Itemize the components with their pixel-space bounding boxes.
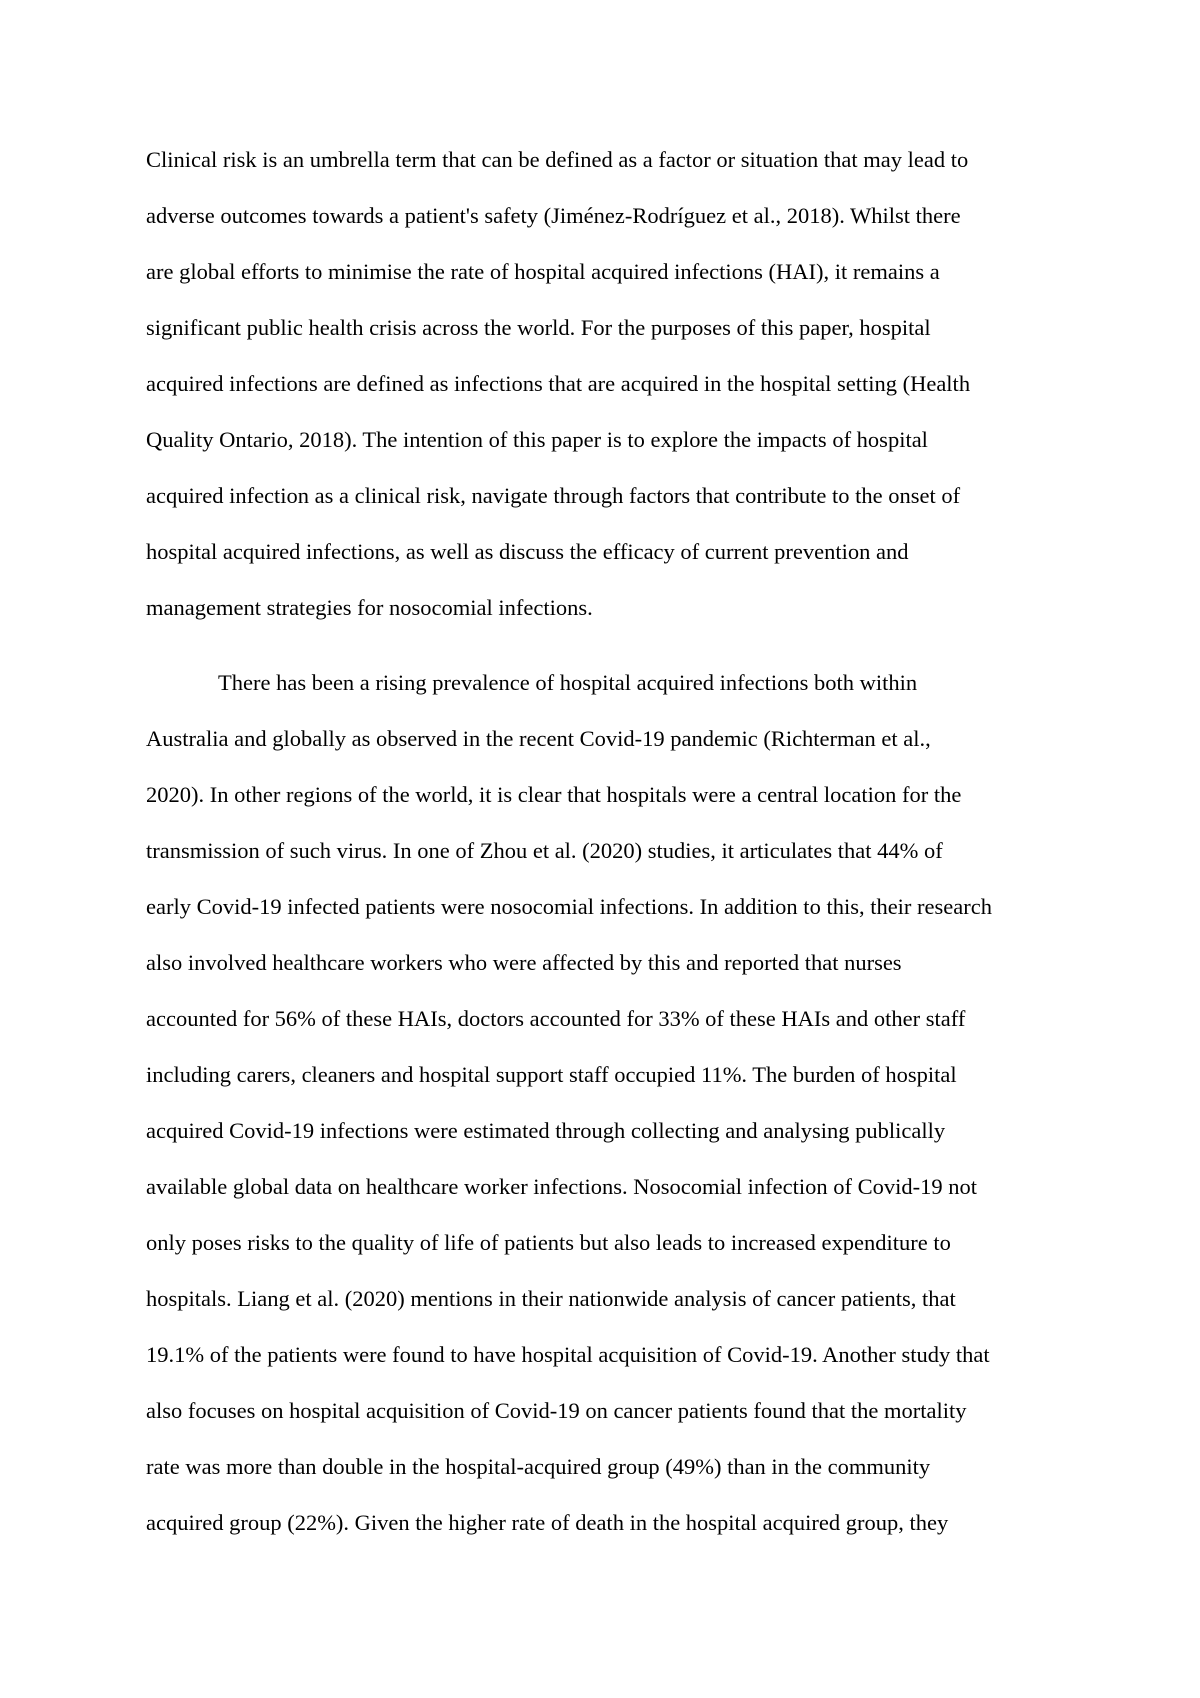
paragraph-line: management strategies for nosocomial infections. — [146, 595, 593, 620]
paragraph-line: Quality Ontario, 2018). The intention of this paper is to explore the impacts of hospital — [146, 427, 928, 452]
paragraph-line: available global data on healthcare worker infections. Nosocomial infection of Covid-19 not — [146, 1174, 977, 1199]
paragraph-line: rate was more than double in the hospital-acquired group (49%) than in the community — [146, 1454, 931, 1479]
paragraph-line: also focuses on hospital acquisition of Covid-19 on cancer patients found that the mortality — [146, 1398, 967, 1423]
paragraph-line: including carers, cleaners and hospital support staff occupied 11%. The burden of hospital — [146, 1062, 957, 1087]
paragraph-line: acquired infections are defined as infections that are acquired in the hospital setting (Health — [146, 371, 971, 396]
paragraph-line: accounted for 56% of these HAIs, doctors accounted for 33% of these HAIs and other staff — [146, 1006, 966, 1031]
paragraph-line: are global efforts to minimise the rate of hospital acquired infections (HAI), it remains a — [146, 259, 940, 284]
paragraph-line: Australia and globally as observed in the recent Covid-19 pandemic (Richterman et al., — [146, 726, 931, 751]
paragraph-line: acquired group (22%). Given the higher rate of death in the hospital acquired group, they — [146, 1510, 949, 1535]
paragraph-line: 19.1% of the patients were found to have hospital acquisition of Covid-19. Another study that — [146, 1342, 990, 1367]
paragraph-1 — [146, 132, 1066, 636]
paragraph-line: acquired Covid-19 infections were estimated through collecting and analysing publically — [146, 1118, 946, 1143]
paragraph-line: There has been a rising prevalence of hospital acquired infections both within — [218, 670, 918, 695]
paragraph-line: hospitals. Liang et al. (2020) mentions in their nationwide analysis of cancer patients, that — [146, 1286, 956, 1311]
paragraph-line: significant public health crisis across the world. For the purposes of this paper, hospital — [146, 315, 931, 340]
paragraph-line: adverse outcomes towards a patient's safety (Jiménez-Rodríguez et al., 2018). Whilst there — [146, 203, 961, 228]
paragraph-line: 2020). In other regions of the world, it is clear that hospitals were a central location for the — [146, 782, 962, 807]
paragraph-line: acquired infection as a clinical risk, navigate through factors that contribute to the onset of — [146, 483, 961, 508]
paragraph-line: hospital acquired infections, as well as discuss the efficacy of current prevention and — [146, 539, 909, 564]
paragraph-line: also involved healthcare workers who were affected by this and reported that nurses — [146, 950, 902, 975]
paragraph-line: transmission of such virus. In one of Zhou et al. (2020) studies, it articulates that 44% of — [146, 838, 943, 863]
paragraph-2 — [146, 655, 1066, 1551]
paragraph-line: Clinical risk is an umbrella term that can be defined as a factor or situation that may lead to — [146, 147, 969, 172]
paragraph-line: only poses risks to the quality of life of patients but also leads to increased expenditure to — [146, 1230, 951, 1255]
paragraph-line: early Covid-19 infected patients were nosocomial infections. In addition to this, their research — [146, 894, 992, 919]
